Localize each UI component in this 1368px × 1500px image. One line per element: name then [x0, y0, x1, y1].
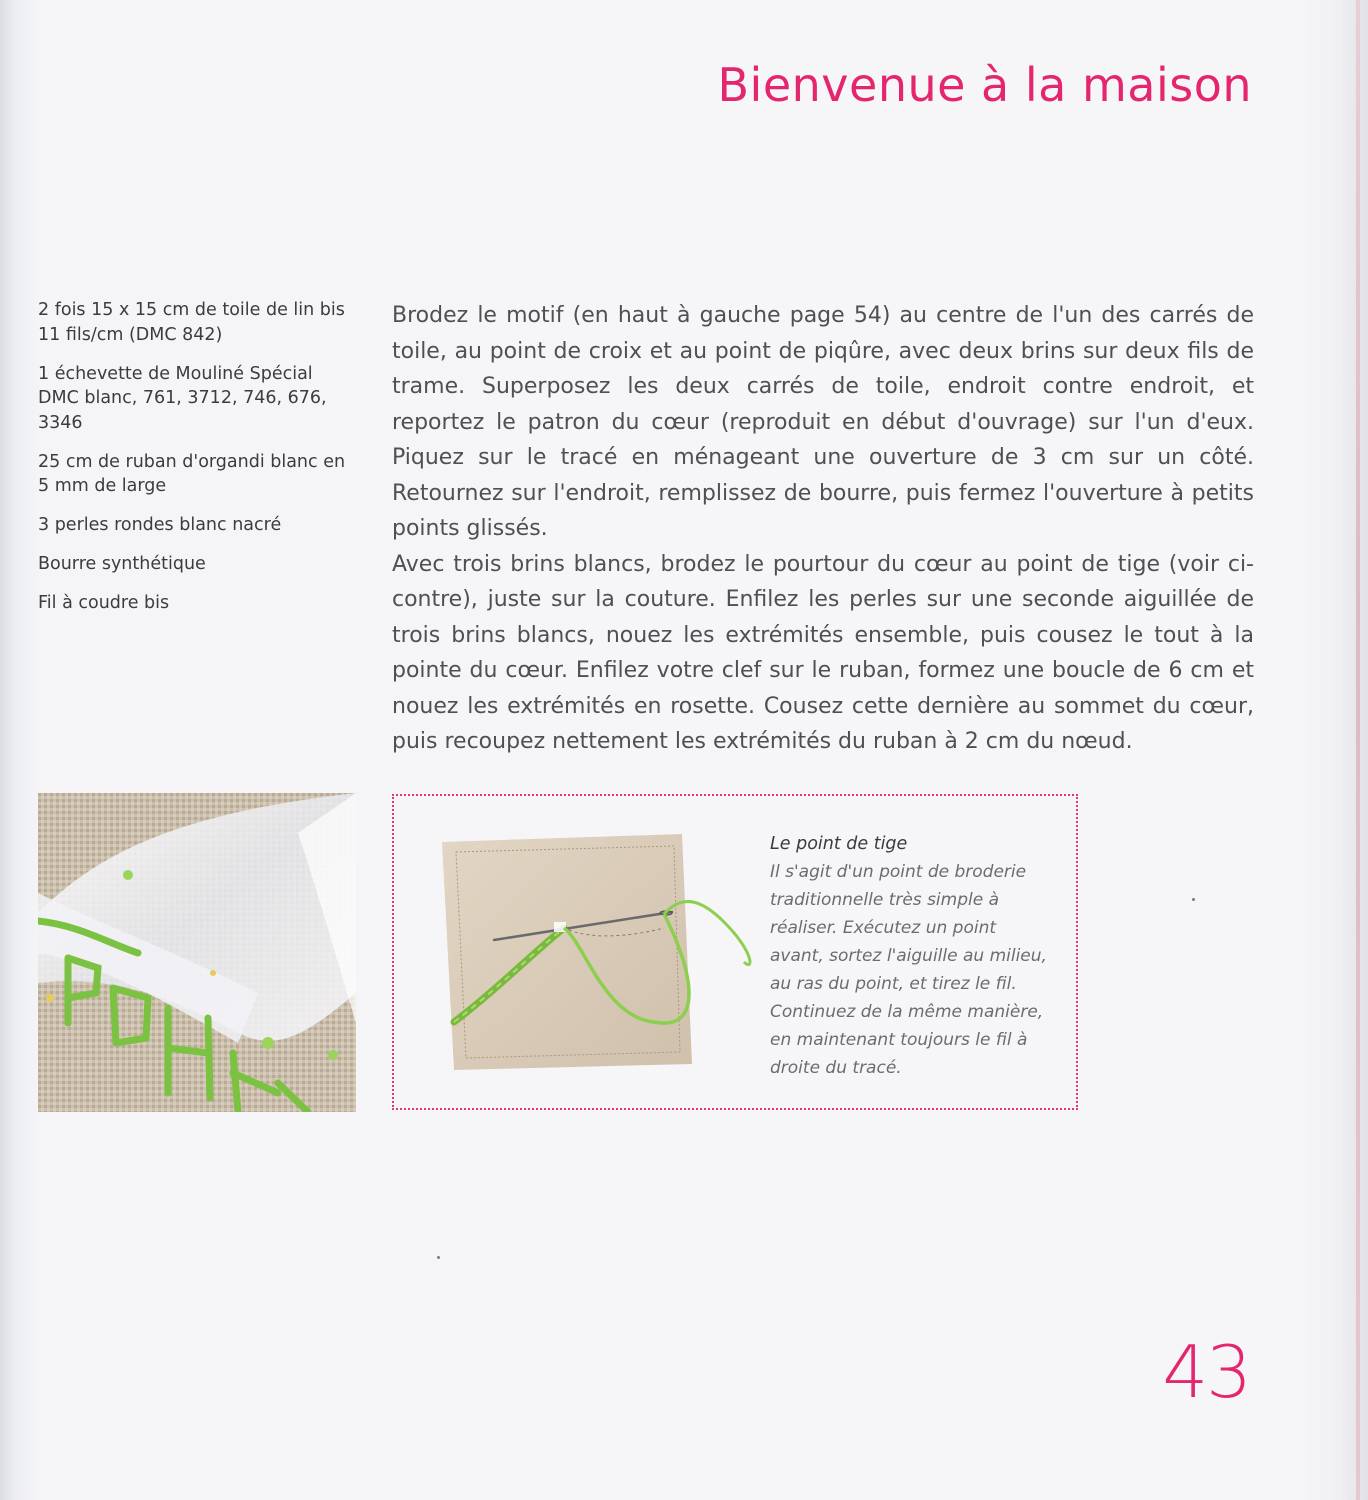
stem-stitch-illustration [434, 832, 764, 1072]
materials-item: 3 perles rondes blanc nacré [38, 515, 282, 535]
instructions-text [392, 298, 1254, 760]
instructions-paragraph: Brodez le motif (en haut à gauche page 54) au centre de l'un des carrés de toile, au point de croix et au point de piqûre, avec deux brins sur deux fils de trame. Superposez les deux carrés de toile, endroit contre endroit, et reportez le patron du cœur (reproduit en début d'ouvrage) sur l'un d'eux. Piquez sur le tracé en ménageant une ouverture de 3 cm sur un côté. Retournez sur l'endroit, remplissez de bourre, puis fermez l'ouverture à petits points glissés. [392, 303, 1254, 541]
instructions-paragraph: Avec trois brins blancs, brodez le pourtour du cœur au point de tige (voir ci-contre), juste sur la couture. Enfilez les perles sur une seconde aiguillée de trois brins blancs, nouez les extrémités ensemble, puis cousez le tout à la pointe du cœur. Enfilez votre clef sur le ruban, formez une boucle de 6 cm et nouez les extrémités en rosette. Cousez cette dernière au sommet du cœur, puis recoupez nettement les extrémités du ruban à 2 cm du nœud. [392, 551, 1254, 754]
tip-description: Il s'agit d'un point de broderie traditionnelle très simple à réaliser. Exécutez un point avant, sortez l'aiguille au milieu, au ras du point, et tirez le fil. Continuez de la même manière, en maintenant toujours le fil à droite du tracé. [770, 862, 1047, 1078]
materials-item: Bourre synthétique [38, 554, 206, 574]
stem-stitch-photo [434, 832, 764, 1072]
materials-item: 2 fois 15 x 15 cm de toile de lin bis 11 fils/cm (DMC 842) [38, 300, 345, 345]
page-number: 43 [1162, 1330, 1250, 1414]
embroidery-detail-photo [38, 793, 356, 1112]
materials-item: 25 cm de ruban d'organdi blanc en 5 mm de large [38, 451, 346, 496]
materials-item: Fil à coudre bis [38, 593, 170, 613]
materials-list [38, 298, 358, 630]
embroidery-detail-illustration [38, 793, 356, 1112]
tip-title: Le point de tige [770, 834, 908, 854]
paper-speck [437, 1256, 440, 1259]
tip-text [770, 830, 1050, 1082]
paper-speck [1192, 898, 1195, 901]
tip-box [392, 794, 1078, 1110]
materials-item: 1 échevette de Mouliné Spécial DMC blanc, 761, 3712, 746, 676, 3346 [38, 363, 327, 433]
page-edge [1356, 0, 1360, 1500]
page-title: Bienvenue à la maison [717, 58, 1252, 112]
